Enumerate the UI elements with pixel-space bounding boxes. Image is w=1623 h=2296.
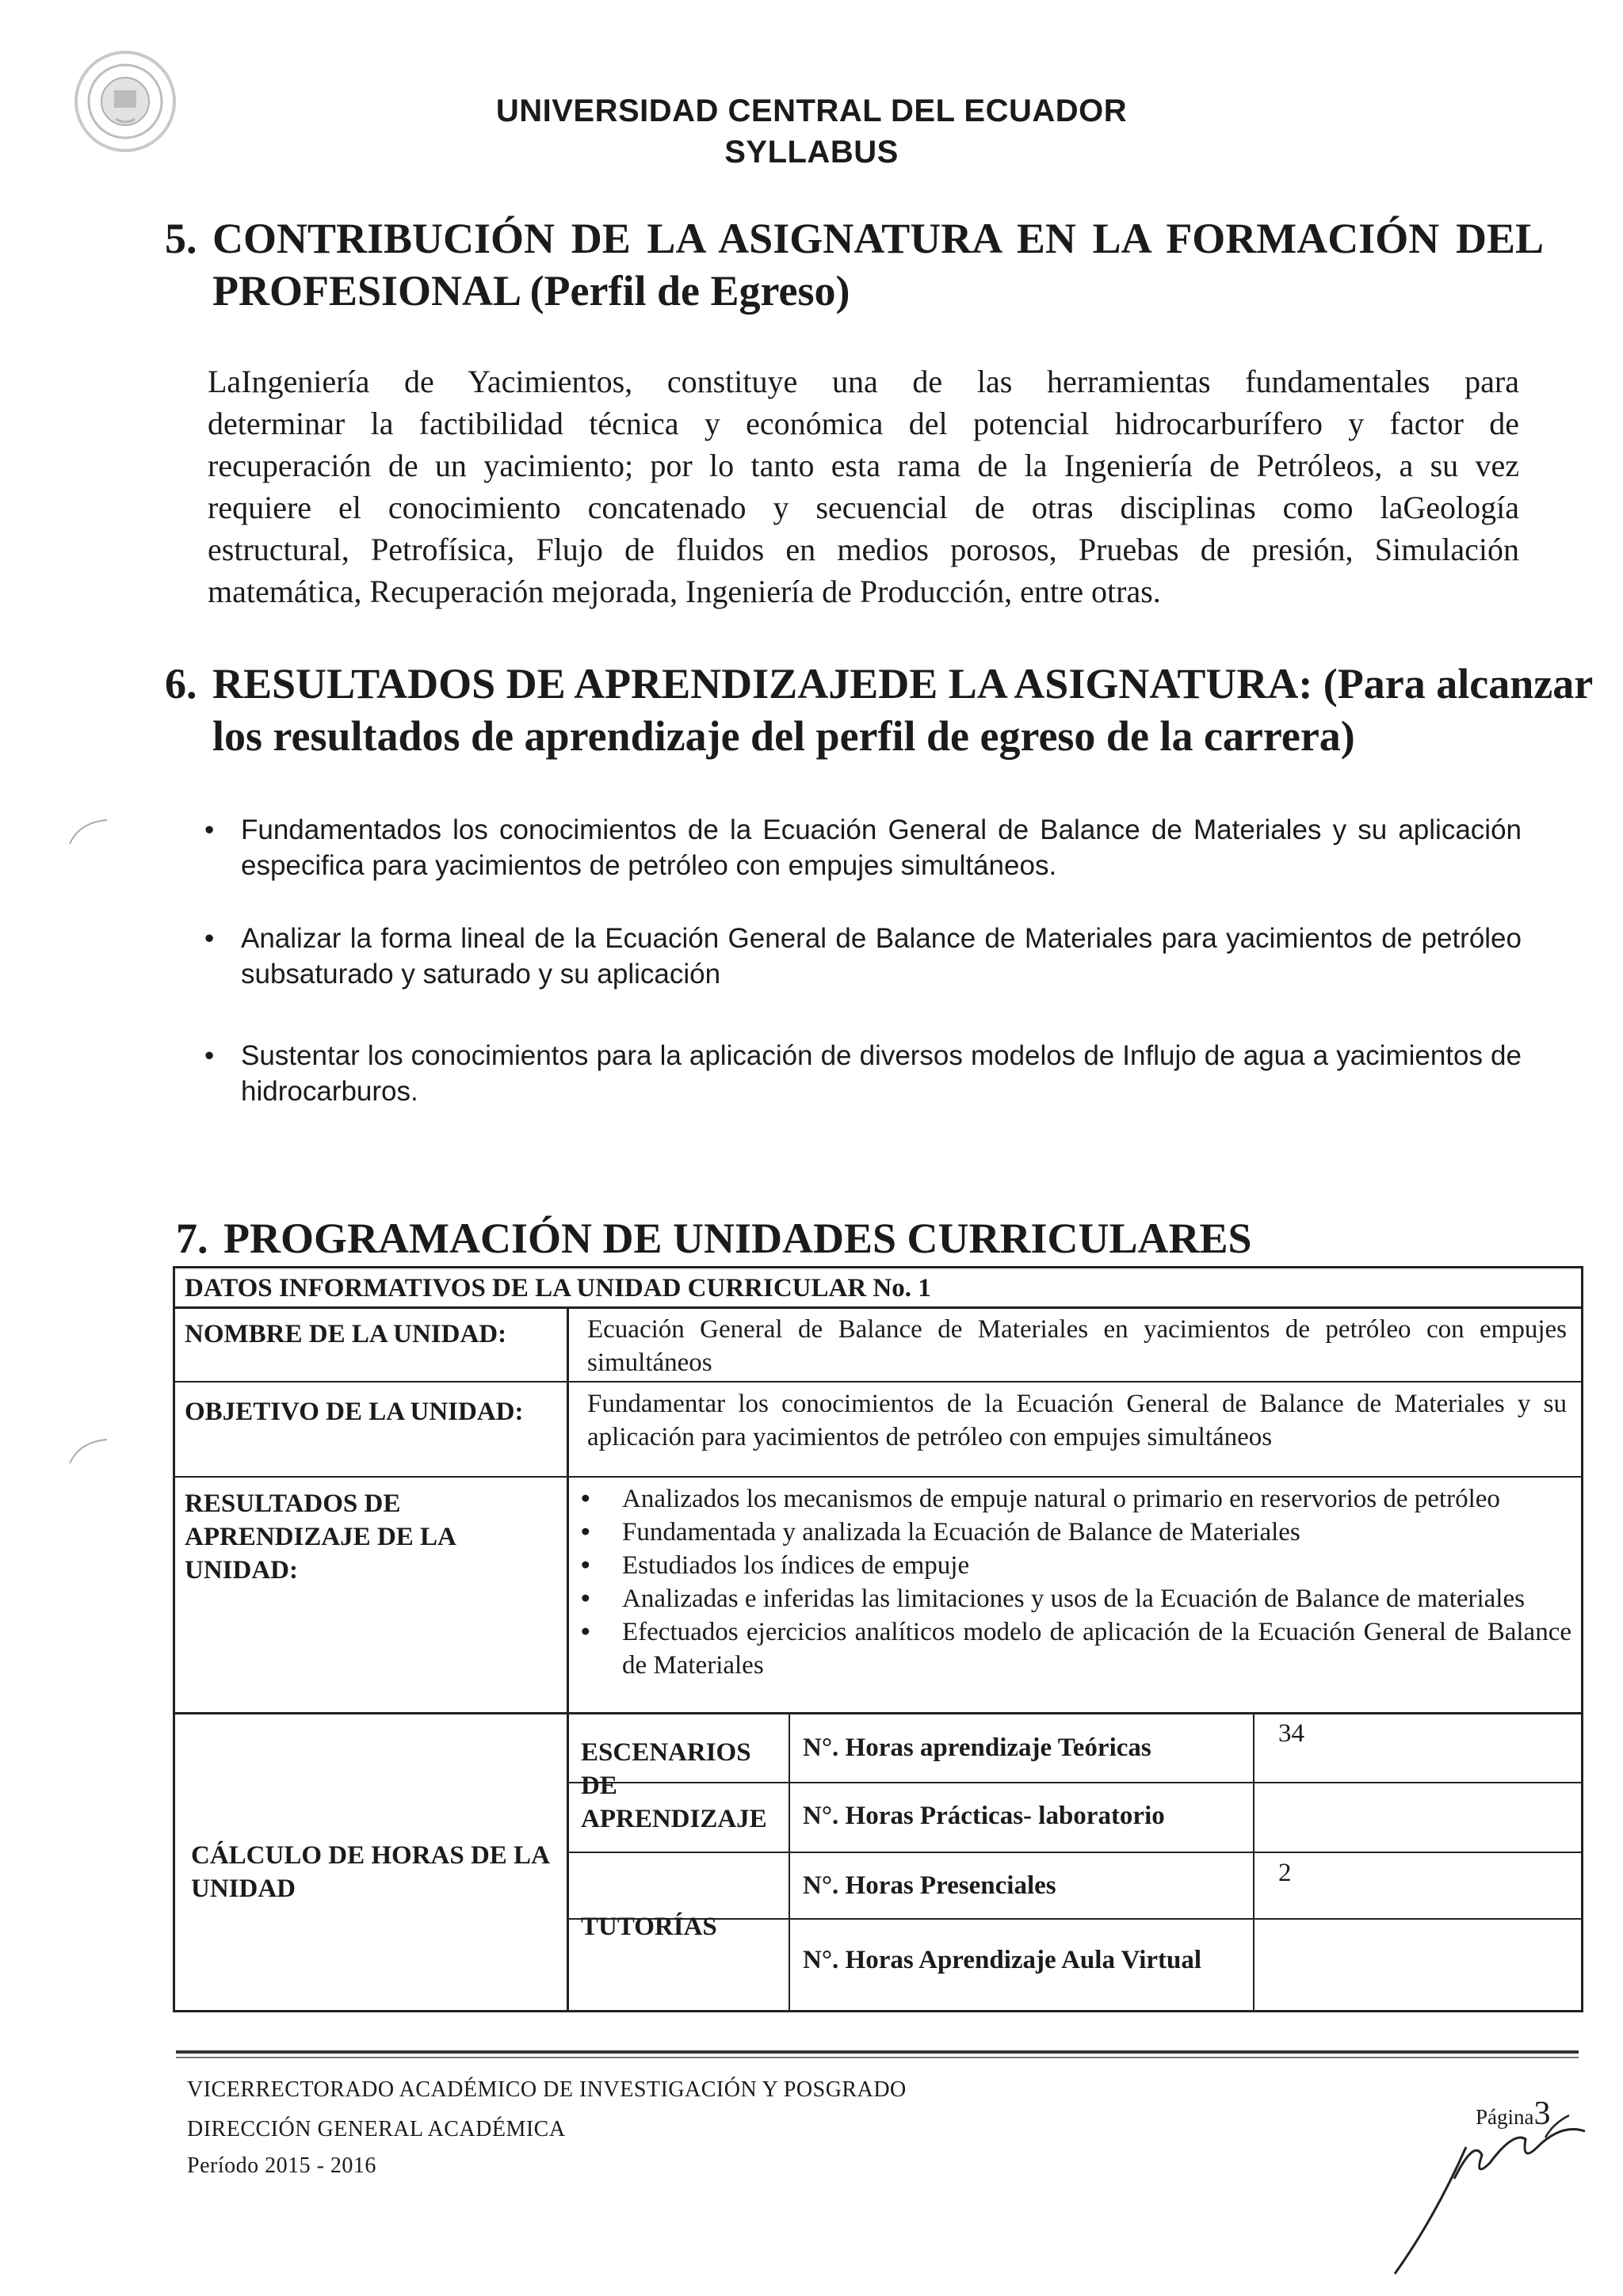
bullet-icon: • [581,1551,590,1580]
paragraph-line: matemática, Recuperación mejorada, Ingeniería de Producción, entre otras. [208,574,1161,609]
bullet-icon: • [204,814,215,845]
hours-row-value: 2 [1278,1859,1292,1887]
bullet-icon: • [581,1485,590,1513]
list-item [581,1482,1571,1516]
bullet-icon: • [581,1585,590,1613]
margin-mark-icon [63,816,111,848]
list-item-text: Analizadas e inferidas las limitaciones y usos de la Ecuación de Balance de materiales [622,1585,1525,1613]
section-6-number: 6. [165,660,197,707]
hours-row-label: N°. Horas aprendizaje Teóricas [803,1733,1151,1762]
bullet-icon: • [204,1040,215,1071]
list-item-text: Sustentar los conocimientos para la aplicación de diversos modelos de Influjo de agua a yacimientos de hidrocarburos. [241,1040,1522,1107]
margin-mark-icon [63,1436,111,1467]
section-7-number: 7. [176,1215,208,1262]
section-5-paragraph [208,360,1519,612]
scenarios-label: ESCENARIOS DE APRENDIZAJE [581,1738,767,1833]
table-header: DATOS INFORMATIVOS DE LA UNIDAD CURRICULAR No. 1 [185,1274,931,1302]
list-item-text: Analizados los mecanismos de empuje natural o primario en reservorios de petróleo [622,1485,1500,1513]
section-5-heading [165,212,1544,317]
section-6-title-line1: RESULTADOS DE APRENDIZAJEDE LA ASIGNATURA: (Para alcanzar [212,660,1594,707]
results-label: RESULTADOS DE APRENDIZAJE DE LA UNIDAD: [185,1489,456,1585]
bullet-icon: • [204,923,215,954]
tutorias-label: TUTORÍAS [581,1913,717,1941]
section-6-title-line2: los resultados de aprendizaje del perfil de egreso de la carrera) [212,712,1355,760]
hours-row-value: 34 [1278,1719,1304,1748]
hours-row-label: N°. Horas Presenciales [803,1871,1056,1900]
footer-rule [176,2050,1579,2054]
section-5-number: 5. [165,215,197,262]
hours-row-label: N°. Horas Aprendizaje Aula Virtual [803,1946,1202,1974]
unit-table [173,1266,1583,2012]
list-item [581,1582,1571,1615]
results-list [581,1482,1571,1682]
footer-line: Período 2015 - 2016 [187,2153,376,2178]
bullet-icon: • [581,1618,590,1646]
list-item-text: Efectuados ejercicios analíticos modelo de aplicación de la Ecuación General de Balance de Materiales [622,1618,1571,1680]
section-5-title-line2: PROFESIONAL (Perfil de Egreso) [212,267,850,315]
list-item [204,921,1522,992]
section-7-title: PROGRAMACIÓN DE UNIDADES CURRICULARES [223,1215,1252,1262]
list-item [204,1038,1522,1109]
document-type: SYLLABUS [724,135,899,170]
list-item [581,1516,1571,1549]
hours-label: CÁLCULO DE HORAS DE LA UNIDAD [191,1841,549,1903]
page-label: Página [1476,2105,1534,2129]
footer-rule [176,2057,1579,2058]
hours-row-label: N°. Horas Prácticas- laboratorio [803,1802,1165,1830]
list-item-text: Fundamentados los conocimientos de la Ecuación General de Balance de Materiales y su aplicación especifica para yacimientos de petróleo con empujes simultáneos. [241,814,1522,881]
section-6-heading [165,658,1594,762]
signature-icon [1363,2092,1601,2282]
list-item [581,1615,1571,1682]
university-name: UNIVERSIDAD CENTRAL DEL ECUADOR [495,93,1128,128]
list-item-text: Estudiados los índices de empuje [622,1551,970,1580]
paragraph-line: recuperación de un yacimiento; por lo tanto esta rama de la Ingeniería de Petróleos, a su vez [208,448,1519,483]
unit-name-value: Ecuación General de Balance de Materiales en yacimientos de petróleo con empujes simultáneos [587,1315,1567,1377]
list-item [581,1549,1571,1582]
section-7-heading [176,1212,1365,1264]
list-item [204,812,1522,883]
objective-label: OBJETIVO DE LA UNIDAD: [185,1398,524,1426]
objective-value: Fundamentar los conocimientos de la Ecuación General de Balance de Materiales y su aplicación para yacimientos de petróleo con empujes simultáneos [587,1390,1567,1451]
section-5-title-line1: CONTRIBUCIÓN DE LA ASIGNATURA EN LA FORMACIÓN DEL [212,215,1544,262]
page-number-value: 3 [1533,2096,1551,2132]
footer-line: VICERRECTORADO ACADÉMICO DE INVESTIGACIÓN Y POSGRADO [187,2077,907,2102]
paragraph-line: estructural, Petrofísica, Flujo de fluidos en medios porosos, Pruebas de presión, Simulación [208,532,1519,567]
list-item-text: Analizar la forma lineal de la Ecuación General de Balance de Materiales para yacimientos de petróleo subsaturado y saturado y su aplicación [241,923,1522,990]
unit-name-label: NOMBRE DE LA UNIDAD: [185,1320,507,1348]
paragraph-line: LaIngeniería de Yacimientos, constituye una de las herramientas fundamentales para [208,364,1519,399]
footer-line: DIRECCIÓN GENERAL ACADÉMICA [187,2117,566,2142]
list-item-text: Fundamentada y analizada la Ecuación de Balance de Materiales [622,1518,1300,1547]
bullet-icon: • [581,1518,590,1547]
paragraph-line: determinar la factibilidad técnica y económica del potencial hidrocarburífero y factor de [208,406,1519,441]
paragraph-line: requiere el conocimiento concatenado y secuencial de otras disciplinas como laGeología [208,490,1519,525]
